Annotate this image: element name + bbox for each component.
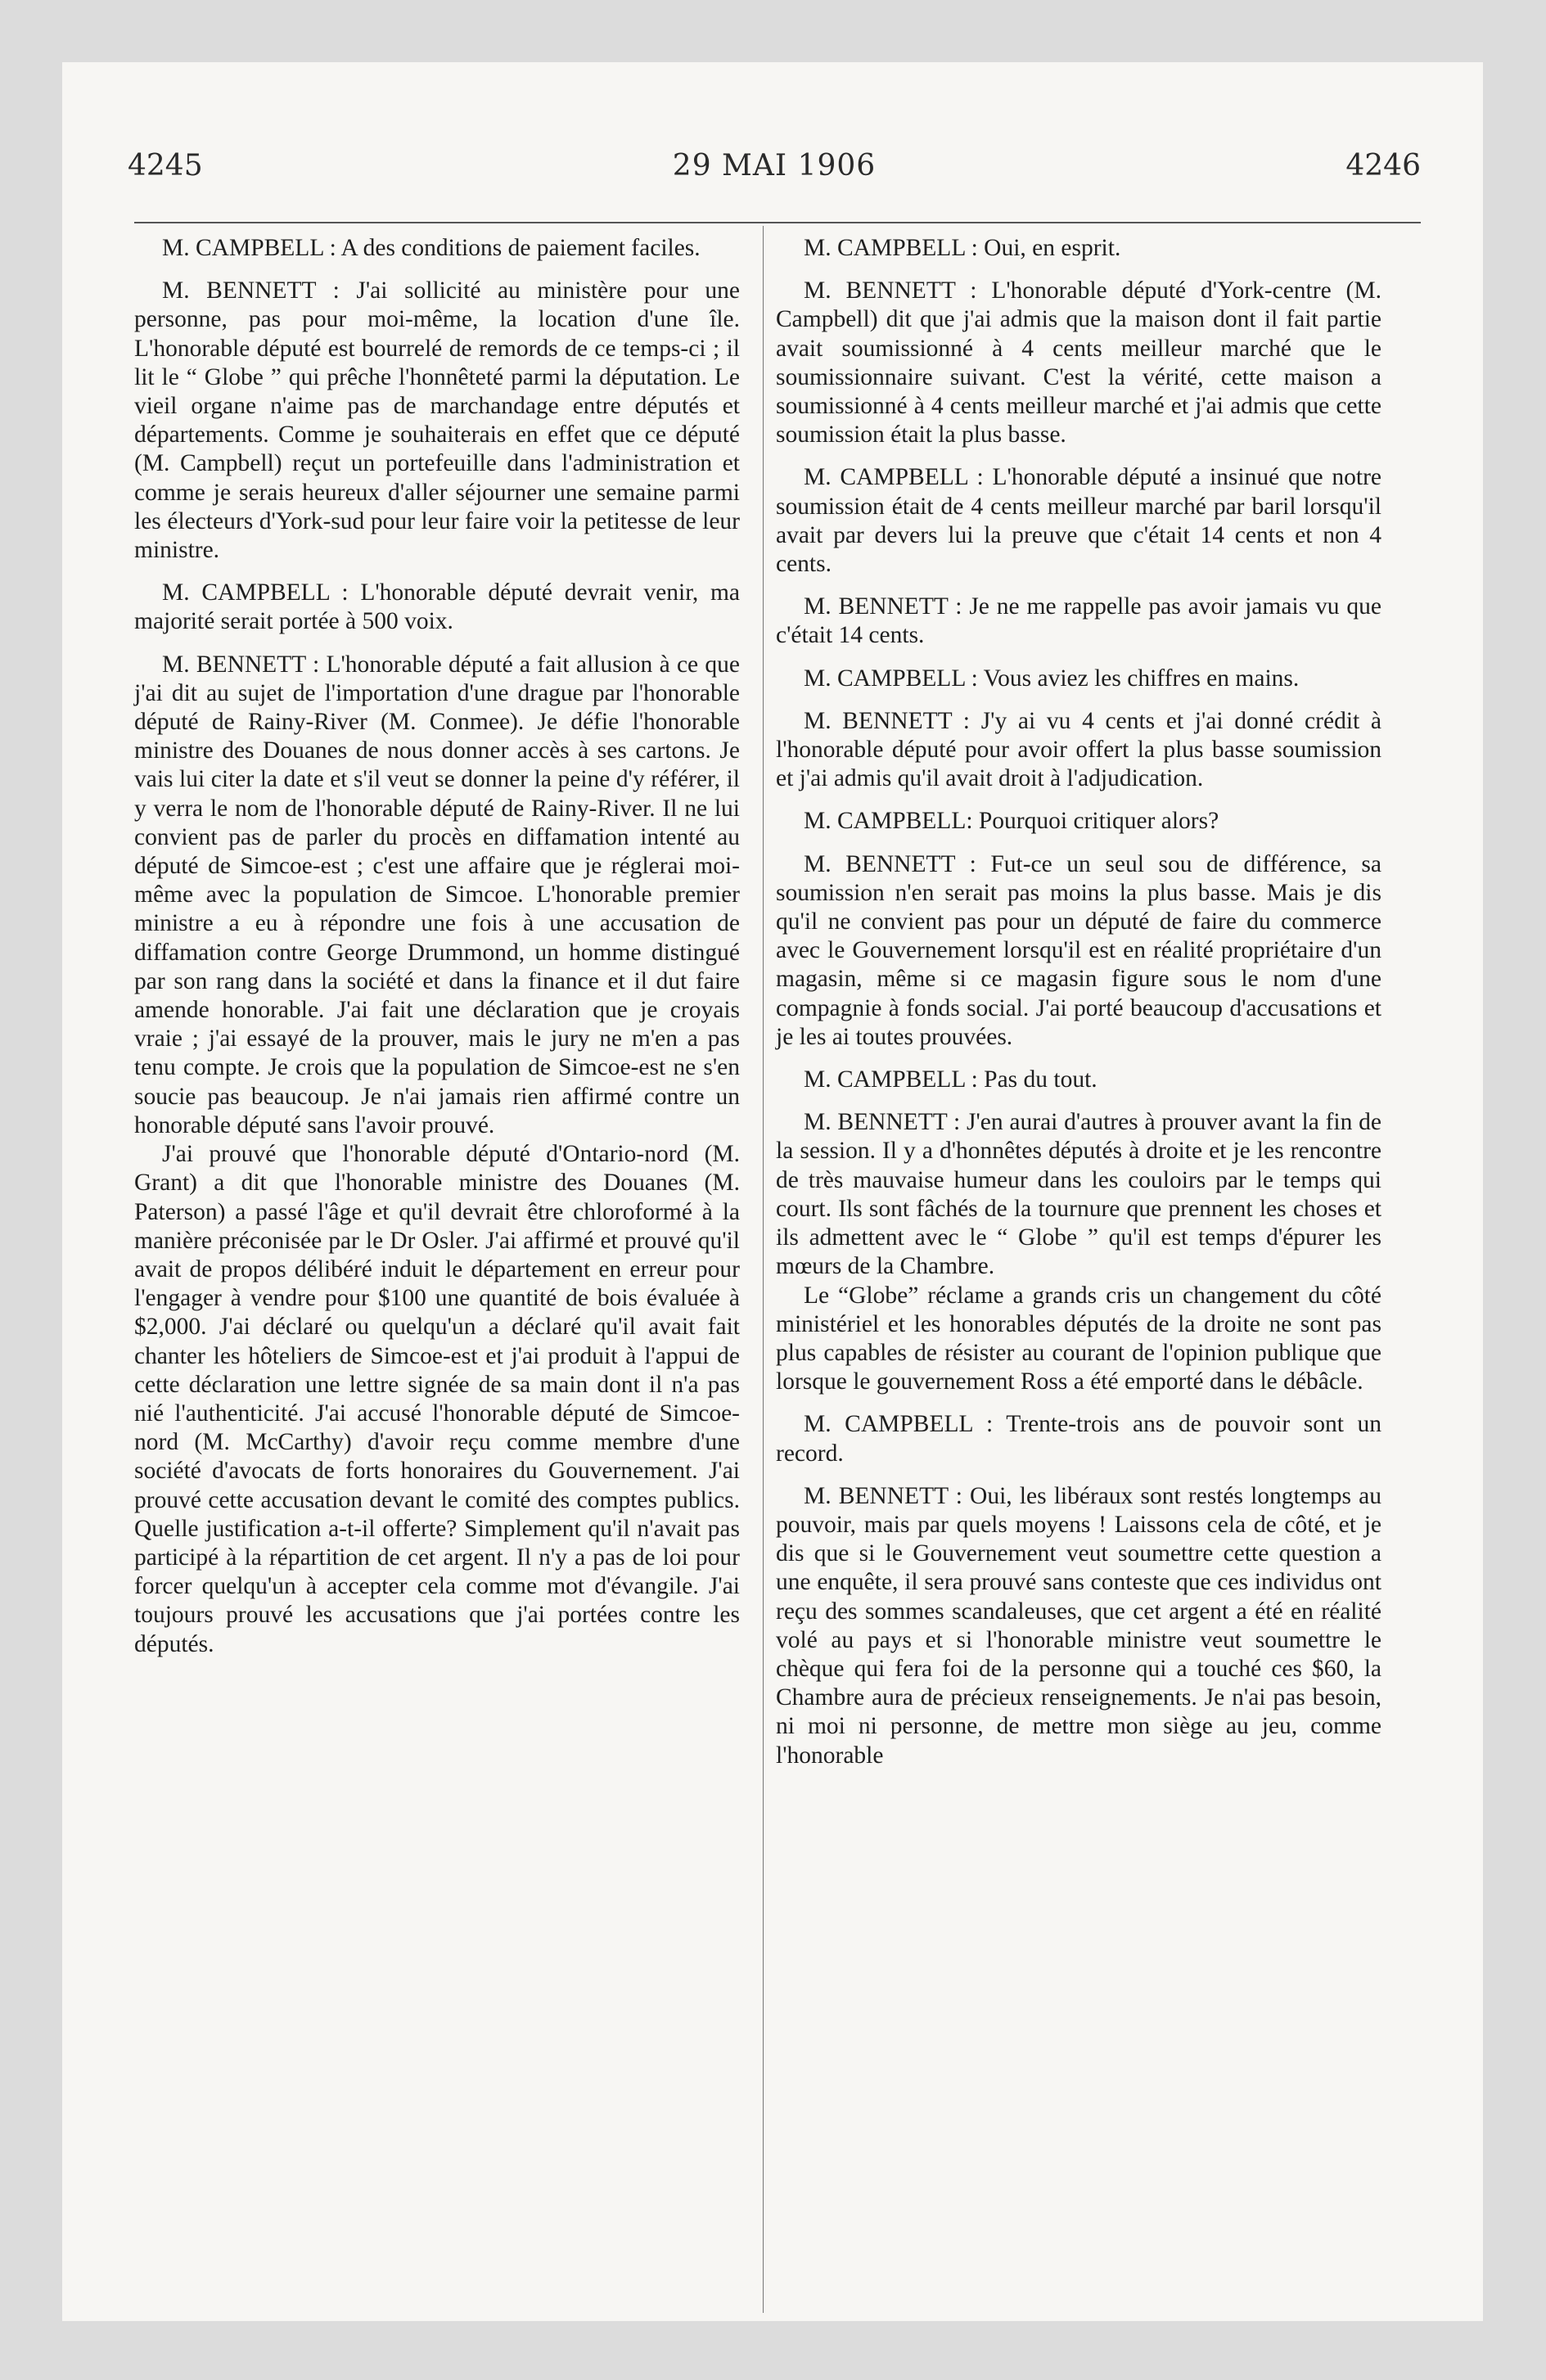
- paragraph: Le “Globe” réclame a grands cris un changement du côté ministériel et les honorables députés de la droite ne sont pas plus capables de résister au courant de l'opinion publique que lorsque le gouvernement Ross a été emporté dans le débâcle.: [776, 1282, 1381, 1395]
- paragraph: M. BENNETT : J'en aurai d'autres à prouver avant la fin de la session. Il y a d'honnêtes députés à droite et je les rencontre de très mauvaise humeur dans les couloirs par le temps qui court. Ils sont fâchés de la tournure que prennent les choses et ils admettent avec le “ Globe ” qu'il est temps d'épurer les mœurs de la Chambre.: [776, 1109, 1381, 1280]
- paragraph: M. CAMPBELL : Vous aviez les chiffres en mains.: [804, 665, 1300, 692]
- header-rule: [134, 222, 1421, 223]
- paragraph: M. BENNETT : J'y ai vu 4 cents et j'ai donné crédit à l'honorable député pour avoir offert la plus basse soumission et j'ai admis qu'il avait droit à l'adjudication.: [776, 707, 1381, 792]
- page-number-left: 4245: [128, 149, 203, 183]
- right-column: [776, 234, 1381, 1784]
- column-divider: [763, 226, 764, 2313]
- paragraph: M. CAMPBELL : Trente-trois ans de pouvoir sont un record.: [776, 1411, 1381, 1467]
- paragraph: M. CAMPBELL : L'honorable député devrait venir, ma majorité serait portée à 500 voix.: [134, 579, 740, 635]
- paragraph: M. CAMPBELL : A des conditions de paiement faciles.: [162, 235, 701, 261]
- paragraph: M. BENNETT : J'ai sollicité au ministère pour une personne, pas pour moi-même, la location d'une île. L'honorable député est bourrelé de remords de ce temps-ci ; il lit le “ Globe ” qui prêche l'honnêteté parmi la députation. Le vieil organe n'aime pas de marchandage entre députés et départements. Comme je souhaiterais en effet que ce député (M. Campbell) reçut un portefeuille dans l'administration et comme je serais heureux d'aller séjourner une semaine parmi les électeurs d'York-sud pour leur faire voir la petitesse de leur ministre.: [134, 277, 740, 564]
- left-column: [134, 234, 740, 1673]
- paragraph: M. BENNETT : Oui, les libéraux sont restés longtemps au pouvoir, mais par quels moyens ! Laissons cela de côté, et je dis que si le Gouvernement veut soumettre cette question a une enquête, il sera prouvé sans conteste que ces individus ont reçu des sommes scandaleuses, que cet argent a été en réalité volé au pays et si l'honorable ministre veut soumettre le chèque qui fera foi de la personne qui a touché ces $60, la Chambre aura de précieux renseignements. Je n'ai pas besoin, ni moi ni personne, de mettre mon siège au jeu, comme l'honorable: [776, 1482, 1381, 1769]
- paragraph: M. CAMPBELL: Pourquoi critiquer alors?: [804, 808, 1219, 835]
- paragraph: M. BENNETT : Fut-ce un seul sou de différence, sa soumission n'en serait pas moins la plus basse. Mais je dis qu'il ne convient pas pour un député de faire du commerce avec le Gouvernement lorsqu'il est en réalité propriétaire d'un magasin, même si ce magasin figure sous le nom d'une compagnie à fonds social. J'ai porté beaucoup d'accusations et je les ai toutes prouvées.: [776, 850, 1381, 1050]
- paragraph: M. BENNETT : L'honorable député a fait allusion à ce que j'ai dit au sujet de l'importation d'une drague par l'honorable député de Rainy-River (M. Conmee). Je défie l'honorable ministre des Douanes de nous donner accès à ses cartons. Je vais lui citer la date et s'il veut se donner la peine d'y référer, il y verra le nom de l'honorable député de Rainy-River. Il ne lui convient pas de parler du procès en diffamation intenté au député de Simcoe-est ; c'est une affaire que je réglerai moi-même avec la population de Simcoe. L'honorable premier ministre a eu à répondre une fois à une accusation de diffamation contre George Drummond, un homme distingué par son rang dans la société et dans la finance et il dut faire amende honorable. J'ai fait une déclaration que je croyais vraie ; j'ai essayé de la prouver, mais le jury ne m'en a pas tenu compte. Je crois que la population de Simcoe-est ne s'en soucie pas beaucoup. Je n'ai jamais rien affirmé contre un honorable député sans l'avoir prouvé.: [134, 651, 740, 1138]
- paragraph: M. CAMPBELL : L'honorable député a insinué que notre soumission était de 4 cents meilleur marché par baril lorsqu'il avait par devers lui la preuve que c'était 14 cents et non 4 cents.: [776, 464, 1381, 578]
- paragraph: M. CAMPBELL : Pas du tout.: [804, 1066, 1098, 1093]
- page-number-right: 4246: [1345, 149, 1421, 183]
- page-header: [128, 149, 1421, 190]
- paragraph: M. BENNETT : L'honorable député d'York-centre (M. Campbell) dit que j'ai admis que la maison dont il fait partie avait soumissionné à 4 cents meilleur marché que le soumissionnaire suivant. C'est la vérité, cette maison a soumissionné à 4 cents meilleur marché et j'ai admis que cette soumission était la plus basse.: [776, 277, 1381, 449]
- paragraph: M. CAMPBELL : Oui, en esprit.: [804, 235, 1121, 261]
- document-page: [62, 62, 1483, 2321]
- paragraph: J'ai prouvé que l'honorable député d'Ontario-nord (M. Grant) a dit que l'honorable ministre des Douanes (M. Paterson) a passé l'âge et qu'il devrait être chloroformé à la manière préconisée par le Dr Osler. J'ai affirmé et prouvé qu'il avait de propos délibéré induit le département en erreur pour l'engager à vendre pour $100 une quantité de bois évaluée à $2,000. J'ai déclaré ou quelqu'un a déclaré qu'il avait fait chanter les hôteliers de Simcoe-est et j'ai produit à l'appui de cette déclaration une lettre signée de sa main dont il n'a pas nié l'authenticité. J'ai accusé l'honorable député de Simcoe-nord (M. McCarthy) d'avoir reçu comme membre d'une société d'avocats de forts honoraires du Gouvernement. J'ai prouvé cette accusation devant le comité des comptes publics. Quelle justification a-t-il offerte? Simplement qu'il n'avait pas participé à la répartition de cet argent. Il n'y a pas de loi pour forcer quelqu'un à accepter cela comme mot d'évangile. J'ai toujours prouvé les accusations que j'ai portées contre les députés.: [134, 1141, 740, 1657]
- date-title: 29 MAI 1906: [672, 149, 877, 183]
- paragraph: M. BENNETT : Je ne me rappelle pas avoir jamais vu que c'était 14 cents.: [776, 593, 1381, 649]
